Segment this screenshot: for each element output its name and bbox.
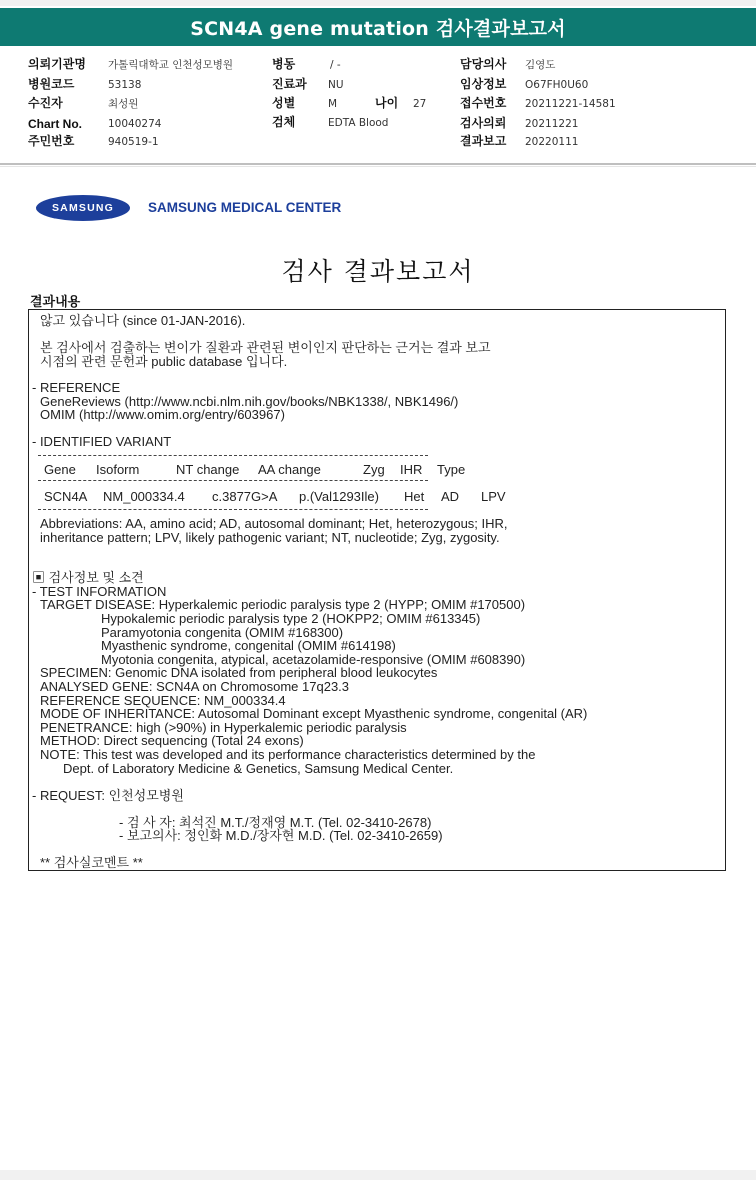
- reporter-line: - 보고의사: 정인화 M.D./장자현 M.D. (Tel. 02-3410-2659): [119, 828, 443, 843]
- col-gene: Gene: [44, 462, 76, 477]
- table-divider-top: [38, 455, 428, 456]
- penetrance: PENETRANCE: high (>90%) in Hyperkalemic periodic paralysis: [40, 720, 407, 735]
- chart-no-label: Chart No.: [28, 117, 82, 131]
- sex-label: 성별: [272, 96, 296, 110]
- cell-aa-change: p.(Val1293Ile): [299, 489, 379, 504]
- age-value: 27: [413, 98, 427, 110]
- receipt-no-value: 20211221-14581: [525, 98, 616, 110]
- header-divider: [0, 163, 756, 165]
- examiner-line: - 검 사 자: 최석진 M.T./정재영 M.T. (Tel. 02-3410-2678): [119, 815, 432, 830]
- table-divider-mid: [38, 480, 428, 481]
- doctor-label: 담당의사: [460, 57, 507, 71]
- target-disease-2: Hypokalemic periodic paralysis type 2 (HOKPP2; OMIM #613345): [101, 611, 481, 626]
- note-line-1: NOTE: This test was developed and its performance characteristics determined by the: [40, 747, 536, 762]
- identified-variant-heading: - IDENTIFIED VARIANT: [32, 434, 172, 449]
- col-aa-change: AA change: [258, 462, 321, 477]
- header-divider-shadow: [0, 166, 756, 167]
- report-date-label: 결과보고: [460, 134, 507, 148]
- page-title: 검사 결과보고서: [281, 257, 475, 286]
- receipt-no-label: 접수번호: [460, 96, 507, 110]
- chart-no-value: 10040274: [108, 118, 162, 130]
- institution-row: [28, 57, 86, 71]
- clinical-info-label: 임상정보: [460, 77, 507, 91]
- hospital-code-value: 53138: [108, 79, 142, 91]
- patient-label: 수진자: [28, 96, 63, 110]
- method: METHOD: Direct sequencing (Total 24 exons): [40, 733, 304, 748]
- cell-ihr: AD: [441, 489, 460, 504]
- report-header-title: SCN4A gene mutation 검사결과보고서: [0, 8, 756, 46]
- institution-label: 의뢰기관명: [28, 57, 86, 71]
- target-disease-3: Paramyotonia congenita (OMIM #168300): [101, 625, 344, 640]
- clinical-info-value: O67FH0U60: [525, 79, 589, 91]
- patient-value: 최성원: [108, 98, 139, 110]
- mode-of-inheritance: MODE OF INHERITANCE: Autosomal Dominant except Myasthenic syndrome, congenital (AR): [40, 706, 588, 721]
- doctor-value: 김영도: [525, 59, 556, 71]
- abbreviations-line-2: inheritance pattern; LPV, likely pathogenic variant; NT, nucleotide; Zyg, zygosity.: [40, 530, 500, 545]
- hospital-code-label: 병원코드: [28, 77, 75, 91]
- samsung-logo: SAMSUNG: [36, 195, 130, 221]
- request-date-label: 검사의뢰: [460, 116, 507, 130]
- section-label: 결과내용: [30, 294, 81, 309]
- request-line: - REQUEST: 인천성모병원: [32, 788, 184, 803]
- ward-value: / -: [330, 59, 341, 71]
- col-ihr: IHR: [400, 462, 423, 477]
- intro-line-3: 시점의 관련 문헌과 public database 입니다.: [40, 354, 288, 369]
- cell-nt-change: c.3877G>A: [212, 489, 278, 504]
- intro-line-1: 않고 있습니다 (since 01-JAN-2016).: [40, 313, 246, 328]
- reference-heading: - REFERENCE: [32, 380, 121, 395]
- col-nt-change: NT change: [176, 462, 240, 477]
- col-isoform: Isoform: [96, 462, 140, 477]
- department-value: NU: [328, 79, 344, 91]
- target-disease-1: TARGET DISEASE: Hyperkalemic periodic paralysis type 2 (HYPP; OMIM #170500): [40, 597, 526, 612]
- col-zyg: Zyg: [363, 462, 385, 477]
- reference-sequence: REFERENCE SEQUENCE: NM_000334.4: [40, 693, 286, 708]
- specimen-value: EDTA Blood: [328, 117, 389, 129]
- specimen-info: SPECIMEN: Genomic DNA isolated from peripheral blood leukocytes: [40, 665, 438, 680]
- sex-value: M: [328, 98, 338, 110]
- ward-label: 병동: [272, 57, 296, 71]
- request-date-value: 20211221: [525, 118, 579, 130]
- col-type: Type: [437, 462, 466, 477]
- reference-genereviews: GeneReviews (http://www.ncbi.nlm.nih.gov/books/NBK1338/, NBK1496/): [40, 394, 459, 409]
- hospital-name: SAMSUNG MEDICAL CENTER: [148, 200, 342, 215]
- analysed-gene: ANALYSED GENE: SCN4A on Chromosome 17q23.3: [40, 679, 350, 694]
- specimen-label: 검체: [272, 115, 296, 129]
- cell-isoform: NM_000334.4: [103, 489, 185, 504]
- test-information-heading: - TEST INFORMATION: [32, 584, 167, 599]
- table-divider-bottom: [38, 509, 428, 510]
- age-label: 나이: [375, 96, 399, 110]
- intro-line-2: 본 검사에서 검출하는 변이가 질환과 관련된 변이인지 판단하는 근거는 결과 보고: [40, 340, 491, 355]
- note-line-2: Dept. of Laboratory Medicine & Genetics, Samsung Medical Center.: [63, 761, 454, 776]
- report-date-value: 20220111: [525, 136, 579, 148]
- lab-comment-heading: ** 검사실코멘트 **: [40, 855, 143, 870]
- top-border: [0, 0, 756, 6]
- cell-type: LPV: [481, 489, 506, 504]
- test-info-section-heading: ▣ 검사정보 및 소견: [32, 570, 144, 585]
- resident-no-value: 940519-1: [108, 136, 159, 148]
- abbreviations-line-1: Abbreviations: AA, amino acid; AD, autosomal dominant; Het, heterozygous; IHR,: [40, 516, 508, 531]
- cell-zyg: Het: [404, 489, 425, 504]
- cell-gene: SCN4A: [44, 489, 88, 504]
- institution-value: 가톨릭대학교 인천성모병원: [108, 59, 234, 71]
- target-disease-4: Myasthenic syndrome, congenital (OMIM #614198): [101, 638, 396, 653]
- resident-no-label: 주민번호: [28, 134, 75, 148]
- department-label: 진료과: [272, 77, 307, 91]
- bottom-border: [0, 1170, 756, 1180]
- reference-omim: OMIM (http://www.omim.org/entry/603967): [40, 407, 285, 422]
- target-disease-5: Myotonia congenita, atypical, acetazolamide-responsive (OMIM #608390): [101, 652, 526, 667]
